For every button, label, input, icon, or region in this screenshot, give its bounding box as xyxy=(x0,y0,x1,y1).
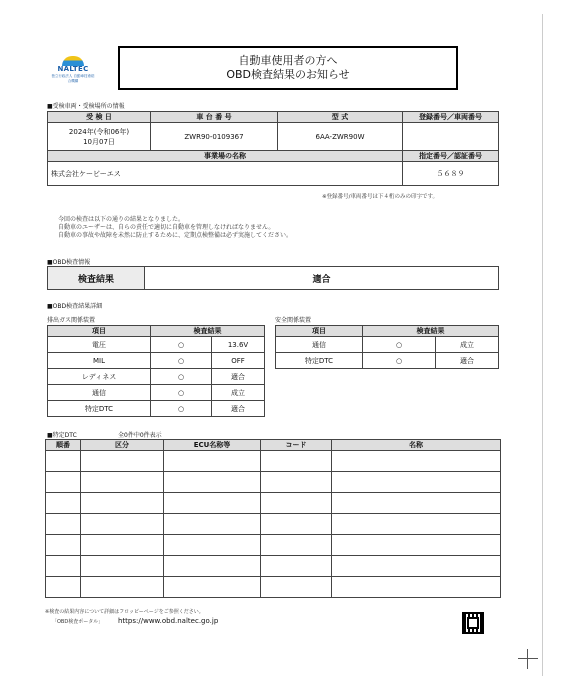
facility-name: 株式会社ケービーエス xyxy=(48,162,403,186)
dtc-header-order: 順番 xyxy=(46,440,81,451)
obd-info-heading: ■OBD検査情報 xyxy=(47,259,91,266)
footer-note: ※検査の結果内容について詳細はフロッピーページをご参照ください。 xyxy=(45,609,204,615)
obd-result-value: 適合 xyxy=(145,267,499,290)
header-chassis-number: 車 台 番 号 xyxy=(151,112,278,123)
header-facility-name: 事業場の名称 xyxy=(48,151,403,162)
safety-table xyxy=(275,325,499,369)
details-heading: ■OBD検査結果詳細 xyxy=(47,303,103,310)
qr-code-icon xyxy=(462,612,484,634)
emission-item: 通信 xyxy=(48,385,151,401)
safety-header-item: 項目 xyxy=(276,326,363,337)
dtc-empty-row xyxy=(46,535,501,556)
dtc-empty-row xyxy=(46,577,501,598)
dtc-heading: ■特定DTC xyxy=(47,432,77,439)
emission-mark: ○ xyxy=(151,353,212,369)
safety-mark: ○ xyxy=(363,337,436,353)
header-designation-number: 指定番号／認証番号 xyxy=(403,151,499,162)
safety-item: 特定DTC xyxy=(276,353,363,369)
crop-mark-icon xyxy=(518,649,538,669)
safety-item: 通信 xyxy=(276,337,363,353)
emission-mark: ○ xyxy=(151,385,212,401)
inspection-date-line1: 2024年(令和06年) xyxy=(68,127,130,136)
emission-value: 13.6V xyxy=(212,337,265,353)
notice-line-1: 今回の検査は以下の通りの結果となりました。 xyxy=(58,216,185,223)
emission-value: OFF xyxy=(212,353,265,369)
designation-number: ５６８９ xyxy=(403,162,499,186)
logo-name: NALTEC xyxy=(57,65,89,73)
emission-item: 電圧 xyxy=(48,337,151,353)
chassis-number: ZWR90-0109367 xyxy=(151,123,278,151)
safety-mark: ○ xyxy=(363,353,436,369)
header-inspection-date: 受 検 日 xyxy=(48,112,151,123)
emission-header-result: 検査結果 xyxy=(151,326,265,337)
dtc-empty-row xyxy=(46,556,501,577)
dtc-empty-row xyxy=(46,451,501,472)
header-model: 型 式 xyxy=(278,112,403,123)
emission-mark: ○ xyxy=(151,369,212,385)
registration-footnote: ※登録番号/車両番号は下４桁のみの印字です。 xyxy=(322,194,439,200)
reception-table xyxy=(47,111,499,186)
title-line-2: OBD検査結果のお知らせ xyxy=(226,68,350,81)
registration-number xyxy=(403,123,499,151)
notice-block xyxy=(58,216,292,240)
emission-value: 適合 xyxy=(212,369,265,385)
emission-mark: ○ xyxy=(151,337,212,353)
dtc-empty-row xyxy=(46,472,501,493)
title-line-1: 自動車使用者の方へ xyxy=(238,54,338,67)
dtc-header-category: 区分 xyxy=(81,440,164,451)
naltec-logo xyxy=(50,56,96,82)
notice-line-3: 自動車の事故や故障を未然に防止するために、定期点検整備は必ず実施してください。 xyxy=(58,232,293,239)
emission-mark: ○ xyxy=(151,401,212,417)
portal-label: 「OBD検査ポータル」 xyxy=(52,619,104,625)
obd-result-label: 検査結果 xyxy=(48,267,145,290)
notice-line-2: 自動車のユーザーは、自らの責任で適切に自動車を管理しなければなりません。 xyxy=(58,224,275,231)
emission-item: 特定DTC xyxy=(48,401,151,417)
portal-url[interactable]: https://www.obd.naltec.go.jp xyxy=(118,617,219,625)
emission-item: MIL xyxy=(48,353,151,369)
dtc-header-code: コード xyxy=(261,440,332,451)
emission-value: 適合 xyxy=(212,401,265,417)
logo-subtitle: 独立行政法人 自動車技術総合機構 xyxy=(51,74,95,83)
inspection-date-cell xyxy=(48,123,151,151)
safety-value: 成立 xyxy=(436,337,499,353)
emission-value: 成立 xyxy=(212,385,265,401)
emission-title: 排出ガス関係装置 xyxy=(47,317,96,324)
dtc-table xyxy=(45,439,501,598)
model-code: 6AA-ZWR90W xyxy=(278,123,403,151)
dtc-empty-row xyxy=(46,514,501,535)
reception-section-heading: ■受検車両・受検場所の情報 xyxy=(47,103,125,110)
dtc-empty-row xyxy=(46,493,501,514)
dtc-count: 全0件中0件表示 xyxy=(118,432,162,439)
inspection-date-line2: 10月07日 xyxy=(83,137,115,146)
dtc-header-ecu: ECU名称等 xyxy=(164,440,261,451)
safety-value: 適合 xyxy=(436,353,499,369)
dtc-header-name: 名称 xyxy=(332,440,501,451)
emission-header-item: 項目 xyxy=(48,326,151,337)
safety-header-result: 検査結果 xyxy=(363,326,499,337)
emission-item: レディネス xyxy=(48,369,151,385)
safety-title: 安全関係装置 xyxy=(275,317,312,324)
document-title xyxy=(118,46,458,90)
obd-result-table xyxy=(47,266,499,290)
header-registration-number: 登録番号／車両番号 xyxy=(403,112,499,123)
emission-table xyxy=(47,325,265,417)
